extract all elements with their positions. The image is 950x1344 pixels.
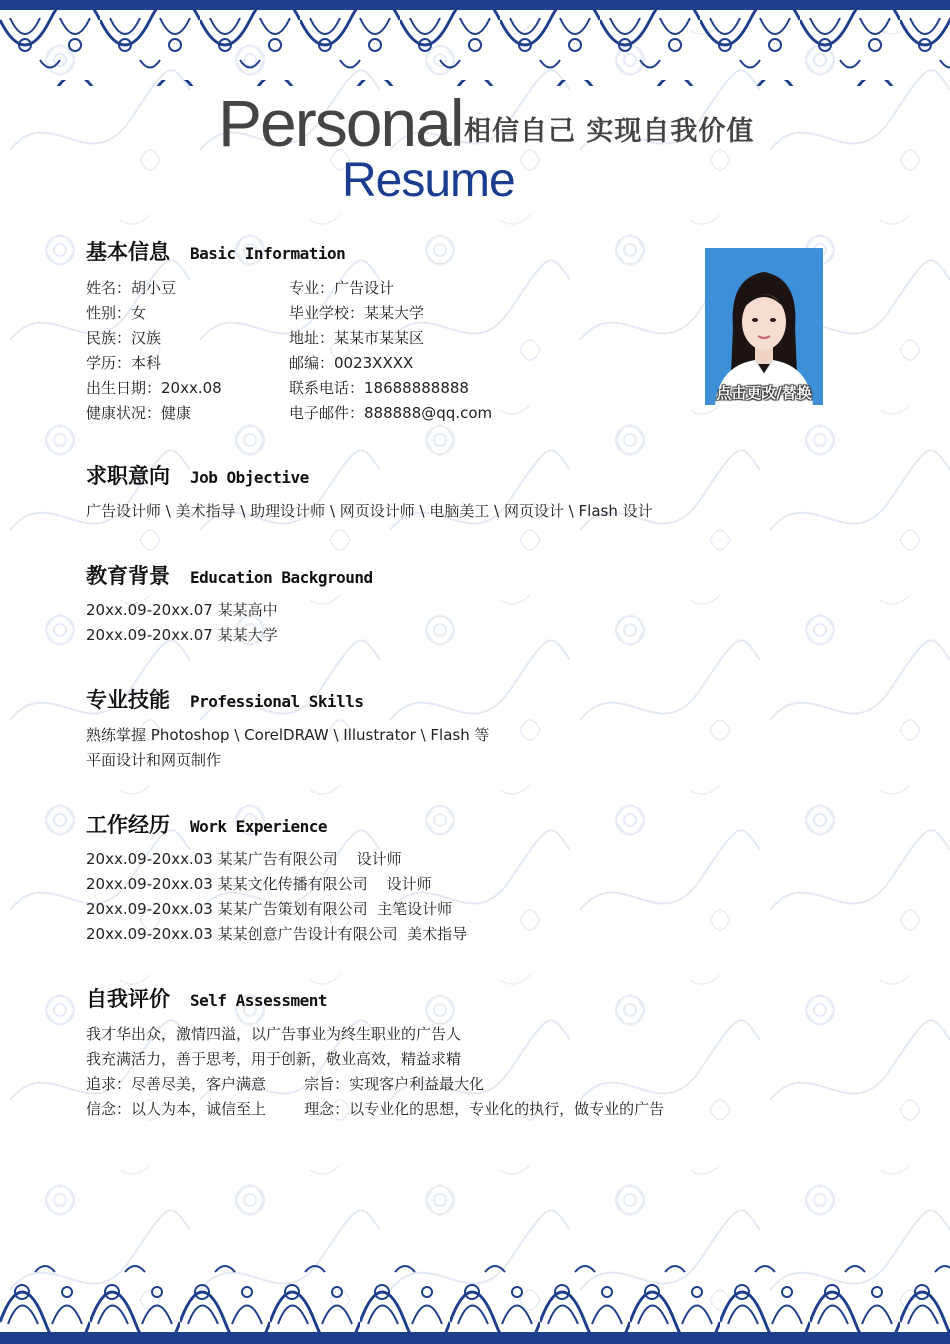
- section-education-heading: [86, 560, 373, 592]
- skills-item: 熟练掌握 Photoshop \ CorelDRAW \ Illustrator \ Flash 等: [86, 726, 490, 744]
- basic-gender: 性别：女: [86, 304, 147, 322]
- self-assessment-line: 我充满活力，善于思考，用于创新，敬业高效，精益求精: [86, 1050, 462, 1068]
- section-skills-heading: [86, 684, 364, 716]
- section-title-en: Work Experience: [190, 817, 327, 836]
- section-job-objective-heading: [86, 460, 309, 492]
- photo-replace-caption[interactable]: 点击更改/替换: [716, 384, 812, 402]
- self-assessment-line: 追求：尽善尽美，客户满意 宗旨：实现客户利益最大化: [86, 1075, 485, 1093]
- basic-name: 姓名：胡小豆: [86, 279, 177, 297]
- self-assessment-line: 我才华出众，激情四溢，以广告事业为终生职业的广告人: [86, 1025, 462, 1043]
- basic-address: 地址：某某市某某区: [289, 329, 425, 347]
- work-item: 20xx.09-20xx.03 某某广告有限公司 设计师: [86, 850, 402, 868]
- basic-postcode: 邮编：0023XXXX: [289, 354, 414, 372]
- section-title-cn: 工作经历: [86, 813, 170, 837]
- section-title-cn: 专业技能: [86, 688, 170, 712]
- work-item: 20xx.09-20xx.03 某某广告策划有限公司 主笔设计师: [86, 900, 453, 918]
- basic-phone: 联系电话：18688888888: [289, 379, 469, 397]
- section-basic-info-heading: [86, 236, 345, 268]
- section-title-en: Education Background: [190, 568, 373, 587]
- title-personal: Personal: [218, 86, 463, 160]
- education-item: 20xx.09-20xx.07 某某大学: [86, 626, 278, 644]
- self-assessment-line: 信念：以人为本，诚信至上 理念：以专业化的思想，专业化的执行，做专业的广告: [86, 1100, 665, 1118]
- work-item: 20xx.09-20xx.03 某某创意广告设计有限公司 美术指导: [86, 925, 468, 943]
- basic-ethnicity: 民族：汉族: [86, 329, 162, 347]
- profile-photo[interactable]: [705, 248, 823, 405]
- section-title-cn: 自我评价: [86, 987, 170, 1011]
- title-slogan: 相信自己 实现自我价值: [464, 116, 755, 147]
- basic-degree: 学历：本科: [86, 354, 162, 372]
- basic-birthdate: 出生日期：20xx.08: [86, 379, 222, 397]
- title-resume: Resume: [342, 154, 515, 207]
- section-title-en: Basic Information: [190, 244, 346, 263]
- skills-item: 平面设计和网页制作: [86, 751, 222, 769]
- section-title-en: Self Assessment: [190, 991, 327, 1010]
- section-title-cn: 基本信息: [86, 240, 170, 264]
- section-title-cn: 教育背景: [86, 564, 170, 588]
- section-title-cn: 求职意向: [86, 464, 170, 488]
- job-objective-text: 广告设计师 \ 美术指导 \ 助理设计师 \ 网页设计师 \ 电脑美工 \ 网页设计 \ Flash 设计: [86, 502, 653, 520]
- basic-major: 专业：广告设计: [289, 279, 395, 297]
- basic-email: 电子邮件：888888@qq.com: [289, 404, 493, 422]
- section-work-heading: [86, 809, 327, 841]
- section-title-en: Professional Skills: [190, 692, 364, 711]
- work-item: 20xx.09-20xx.03 某某文化传播有限公司 设计师: [86, 875, 432, 893]
- basic-health: 健康状况：健康: [86, 404, 192, 422]
- section-self-assessment-heading: [86, 983, 327, 1015]
- basic-school: 毕业学校：某某大学: [289, 304, 425, 322]
- section-title-en: Job Objective: [190, 468, 309, 487]
- education-item: 20xx.09-20xx.07 某某高中: [86, 601, 278, 619]
